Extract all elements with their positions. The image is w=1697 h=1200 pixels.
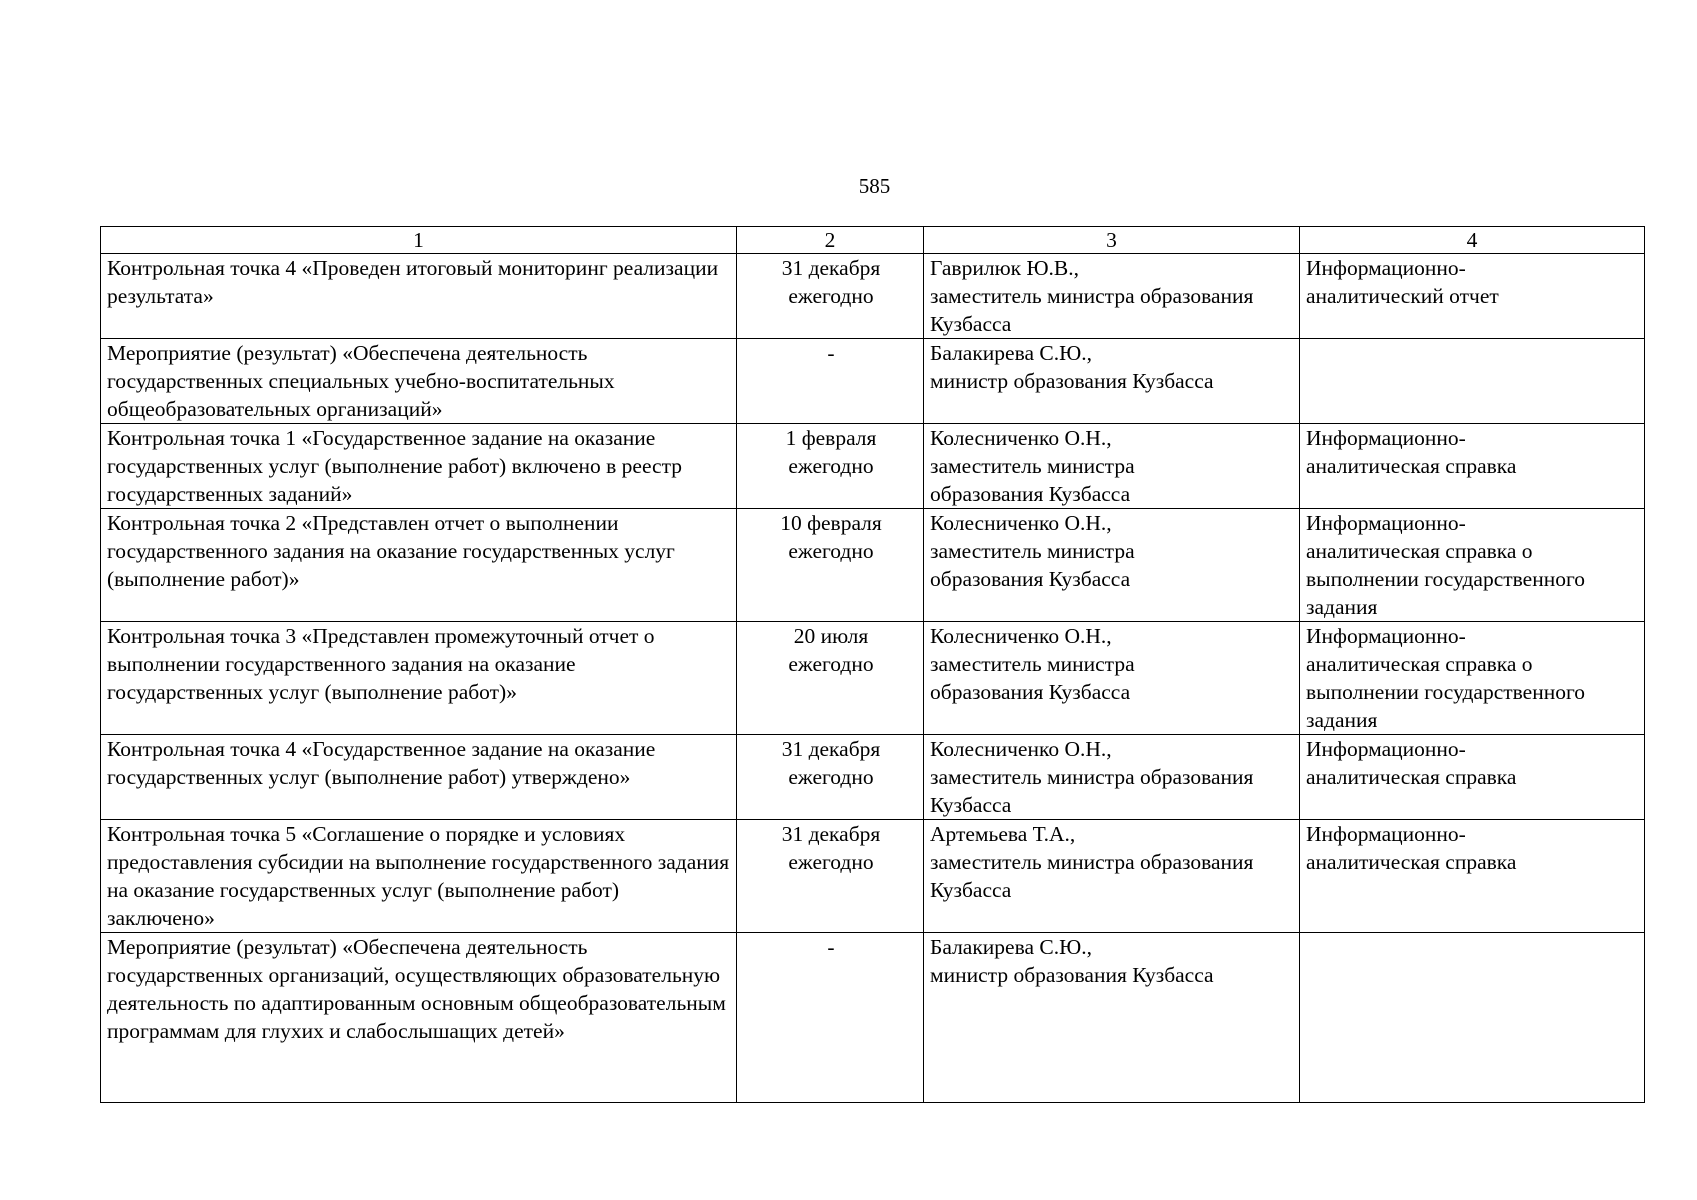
responsible-cell [924, 622, 1300, 735]
date-cell-line: 31 декабря [781, 822, 881, 846]
table-row [101, 509, 1645, 622]
document-cell-line: аналитическая справка о [1306, 539, 1533, 563]
table-row [101, 424, 1645, 509]
table-row [101, 820, 1645, 933]
responsible-cell-line: Колесниченко О.Н., [930, 426, 1112, 450]
date-cell-line: ежегодно [788, 652, 874, 676]
document-cell-line: Информационно- [1306, 624, 1466, 648]
date-cell-line: 20 июля [793, 624, 869, 648]
document-cell-line: аналитическая справка [1306, 454, 1517, 478]
responsible-cell [924, 339, 1300, 424]
date-cell-line: 1 февраля [785, 426, 877, 450]
responsible-cell [924, 933, 1300, 1103]
event-cell [101, 622, 737, 735]
document-cell-line: Информационно- [1306, 822, 1466, 846]
responsible-cell-line: заместитель министра [930, 454, 1135, 478]
responsible-cell-line: Гаврилюк Ю.В., [930, 256, 1080, 280]
event-text: Контрольная точка 3 «Представлен промежуточный отчет о выполнении государственного задания на оказание государственных услуг (выполнение работ)» [107, 624, 655, 704]
document-cell [1300, 735, 1645, 820]
responsible-cell-line: министр образования Кузбасса [930, 963, 1214, 987]
document-cell-line: выполнении государственного [1306, 680, 1585, 704]
document-cell-line: задания [1306, 708, 1378, 732]
date-cell [737, 735, 924, 820]
document-cell-line: Информационно- [1306, 737, 1466, 761]
table-row [101, 339, 1645, 424]
header-cell-3: 3 [924, 227, 1300, 254]
document-cell-line: выполнении государственного [1306, 567, 1585, 591]
event-cell [101, 254, 737, 339]
date-cell-line: ежегодно [788, 765, 874, 789]
responsible-cell-line: Колесниченко О.Н., [930, 737, 1112, 761]
document-cell [1300, 622, 1645, 735]
responsible-cell-line: образования Кузбасса [930, 567, 1131, 591]
date-cell-line: 31 декабря [781, 737, 881, 761]
responsible-cell-line: заместитель министра [930, 652, 1135, 676]
header-cell-2: 2 [737, 227, 924, 254]
event-cell [101, 339, 737, 424]
responsible-cell-line: заместитель министра образования [930, 765, 1254, 789]
header-cell-4: 4 [1300, 227, 1645, 254]
header-cell-1: 1 [101, 227, 737, 254]
responsible-cell-line: образования Кузбасса [930, 680, 1131, 704]
event-cell [101, 933, 737, 1103]
date-cell-line: ежегодно [788, 454, 874, 478]
responsible-cell [924, 820, 1300, 933]
document-cell-line: Информационно- [1306, 256, 1466, 280]
event-cell [101, 509, 737, 622]
event-text: Мероприятие (результат) «Обеспечена деятельность государственных организаций, осуществляющих образовательную деятельность по адаптированным основным общеобразовательным программам для глухих и слабослышащих детей» [107, 935, 726, 1043]
date-cell-line: ежегодно [788, 284, 874, 308]
date-cell-line: ежегодно [788, 850, 874, 874]
responsible-cell [924, 254, 1300, 339]
date-cell [737, 622, 924, 735]
date-cell [737, 820, 924, 933]
responsible-cell-line: Кузбасса [930, 793, 1012, 817]
date-cell-line: ежегодно [788, 539, 874, 563]
document-cell-line: аналитическая справка о [1306, 652, 1533, 676]
event-cell [101, 820, 737, 933]
document-cell-line: Информационно- [1306, 426, 1466, 450]
document-table [100, 226, 1645, 1103]
responsible-cell-line: заместитель министра образования [930, 850, 1254, 874]
date-cell [737, 509, 924, 622]
responsible-cell-line: Балакирева С.Ю., [930, 935, 1092, 959]
responsible-cell-line: Артемьева Т.А., [930, 822, 1076, 846]
responsible-cell-line: Колесниченко О.Н., [930, 624, 1112, 648]
date-cell-line: 31 декабря [781, 256, 881, 280]
document-cell-line: аналитическая справка [1306, 765, 1517, 789]
document-cell-line: аналитический отчет [1306, 284, 1499, 308]
event-text: Контрольная точка 1 «Государственное задание на оказание государственных услуг (выполнение работ) включено в реестр государственных заданий» [107, 426, 682, 506]
document-cell-line: Информационно- [1306, 511, 1466, 535]
event-cell [101, 735, 737, 820]
responsible-cell-line: министр образования Кузбасса [930, 369, 1214, 393]
date-cell [737, 424, 924, 509]
document-cell-line: задания [1306, 595, 1378, 619]
date-cell [737, 339, 924, 424]
event-cell [101, 424, 737, 509]
date-cell [737, 254, 924, 339]
table-header-row [101, 227, 1645, 254]
date-cell-line: - [827, 341, 835, 365]
page-number: 585 [858, 174, 891, 198]
responsible-cell-line: Колесниченко О.Н., [930, 511, 1112, 535]
event-text: Мероприятие (результат) «Обеспечена деятельность государственных специальных учебно-воспитательных общеобразовательных организаций» [107, 341, 615, 421]
responsible-cell-line: Кузбасса [930, 878, 1012, 902]
table-row [101, 735, 1645, 820]
table-row [101, 254, 1645, 339]
responsible-cell [924, 509, 1300, 622]
responsible-cell [924, 424, 1300, 509]
date-cell-line: - [827, 935, 835, 959]
responsible-cell-line: Балакирева С.Ю., [930, 341, 1092, 365]
responsible-cell-line: заместитель министра образования [930, 284, 1254, 308]
event-text: Контрольная точка 2 «Представлен отчет о выполнении государственного задания на оказание государственных услуг (выполнение работ)» [107, 511, 675, 591]
responsible-cell [924, 735, 1300, 820]
document-cell-line: аналитическая справка [1306, 850, 1517, 874]
event-text: Контрольная точка 4 «Проведен итоговый мониторинг реализации результата» [107, 256, 719, 308]
date-cell-line: 10 февраля [780, 511, 882, 535]
document-cell [1300, 509, 1645, 622]
document-cell [1300, 424, 1645, 509]
document-cell [1300, 339, 1645, 424]
responsible-cell-line: Кузбасса [930, 312, 1012, 336]
table-row [101, 622, 1645, 735]
document-cell [1300, 820, 1645, 933]
event-text: Контрольная точка 5 «Соглашение о порядке и условиях предоставления субсидии на выполнение государственного задания на оказание государственных услуг (выполнение работ) заключено» [107, 822, 730, 930]
document-cell [1300, 254, 1645, 339]
responsible-cell-line: заместитель министра [930, 539, 1135, 563]
responsible-cell-line: образования Кузбасса [930, 482, 1131, 506]
event-text: Контрольная точка 4 «Государственное задание на оказание государственных услуг (выполнение работ) утверждено» [107, 737, 656, 789]
table-row [101, 933, 1645, 1103]
document-cell [1300, 933, 1645, 1103]
date-cell [737, 933, 924, 1103]
